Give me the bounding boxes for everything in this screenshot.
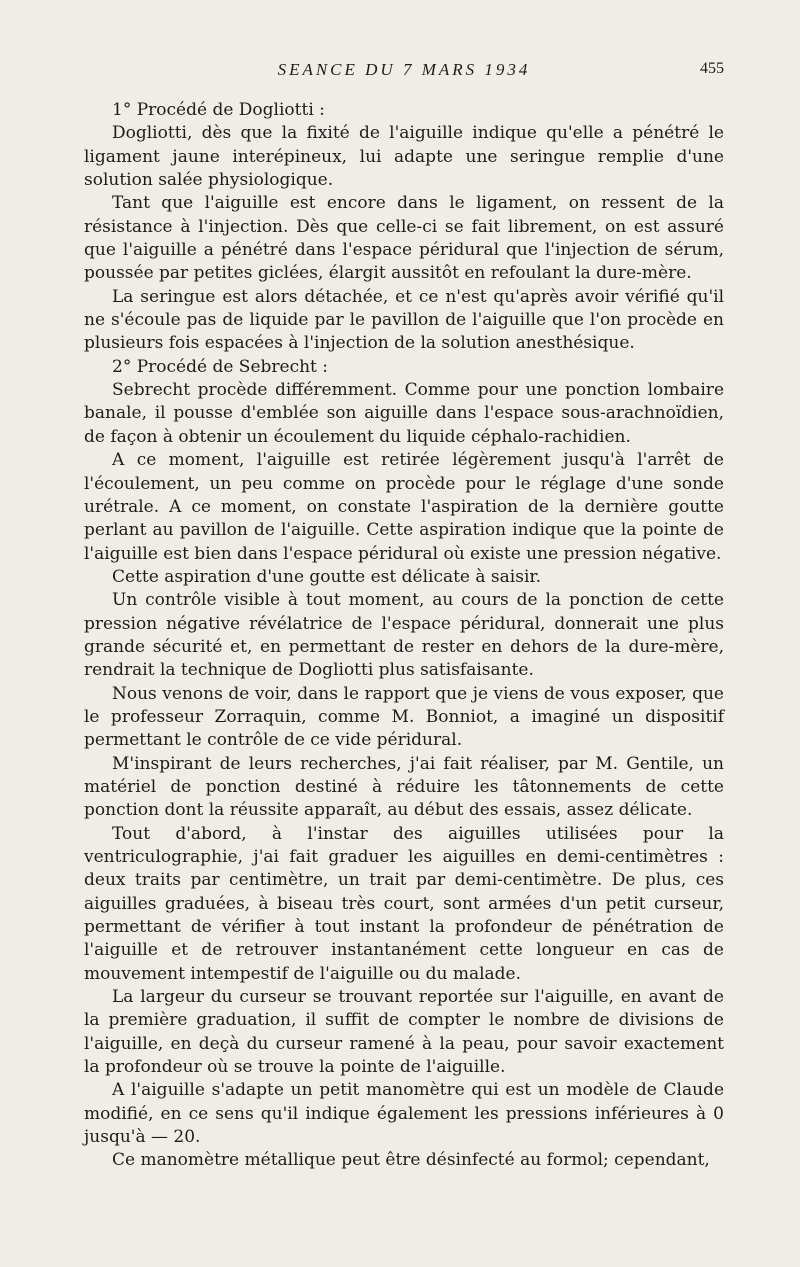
page-number: 455: [700, 60, 724, 77]
paragraph: Ce manomètre métallique peut être désinfecté au formol; cependant,: [112, 1150, 710, 1171]
running-title: SEANCE DU 7 MARS 1934: [277, 60, 531, 79]
paragraph: Cette aspiration d'une goutte est délicate à saisir.: [112, 566, 542, 587]
paragraph: A ce moment, l'aiguille est retirée légèrement jusqu'à l'arrêt de l'écoulement, un peu comme on procède pour le réglage d'une sonde urétrale. A ce moment, on constate l'aspiration de la dernière goutte perlant au pavillon de l'aiguille. Cette aspiration indique que la pointe de l'aiguille est bien dans l'espace péridural où existe une pression négative.: [84, 450, 724, 564]
paragraph: Nous venons de voir, dans le rapport que je viens de vous exposer, que le professeur Zorraquin, comme M. Bonniot, a imaginé un dispositif permettant le contrôle de ce vide péridural.: [84, 683, 724, 751]
paragraph: A l'aiguille s'adapte un petit manomètre qui est un modèle de Claude modifié, en ce sens qu'il indique également les pressions inférieures à 0 jusqu'à — 20.: [84, 1080, 724, 1148]
paragraph: Dogliotti, dès que la fixité de l'aiguille indique qu'elle a pénétré le ligament jaune interépineux, lui adapte une seringue remplie d'une solution salée physiologique.: [84, 123, 724, 191]
paragraph: La seringue est alors détachée, et ce n'est qu'après avoir vérifié qu'il ne s'écoule pas de liquide par le pavillon de l'aiguille que l'on procède en plusieurs fois espacées à l'injection de la solution anesthésique.: [84, 286, 724, 354]
paragraph: Tout d'abord, à l'instar des aiguilles utilisées pour la ventriculographie, j'ai fait graduer les aiguilles en demi-centimètres : deux traits par centimètre, un trait par demi-centimètre. De plus, ces aiguilles graduées, à biseau très court, sont armées d'un petit curseur, permettant de vérifier à tout instant la profondeur de pénétration de l'aiguille et de retrouver instantanément cette longueur en cas de mouvement intempestif de l'aiguille ou du malade.: [84, 823, 724, 984]
paragraph: M'inspirant de leurs recherches, j'ai fait réaliser, par M. Gentile, un matériel de ponction destiné à réduire les tâtonnements de cette ponction dont la réussite apparaît, au début des essais, assez délicate.: [84, 753, 724, 821]
paragraph: La largeur du curseur se trouvant reportée sur l'aiguille, en avant de la première graduation, il suffit de compter le nombre de divisions de l'aiguille, en deçà du curseur ramené à la peau, pour savoir exactement la profondeur où se trouve la pointe de l'aiguille.: [84, 987, 724, 1078]
paragraph: Sebrecht procède différemment. Comme pour une ponction lombaire banale, il pousse d'emblée son aiguille dans l'espace sous-arachnoïdien, de façon à obtenir un écoulement du liquide céphalo-rachidien.: [84, 380, 724, 447]
page-header: [84, 60, 724, 86]
body-text: [84, 99, 724, 1173]
paragraph: Un contrôle visible à tout moment, au cours de la ponction de cette pression négative révélatrice de l'espace péridural, donnerait une plus grande sécurité et, en permettant de rester en dehors de la dure-mère, rendrait la technique de Dogliotti plus satisfaisante.: [84, 590, 724, 681]
heading-procede-sebrecht: 2° Procédé de Sebrecht :: [112, 356, 329, 377]
heading-procede-dogliotti: 1° Procédé de Dogliotti :: [112, 100, 325, 120]
paragraph: Tant que l'aiguille est encore dans le ligament, on ressent de la résistance à l'injection. Dès que celle-ci se fait librement, on est assuré que l'aiguille a pénétré dans l'espace péridural que l'injection de sérum, poussée par petites giclées, élargit aussitôt en refoulant la dure-mère.: [84, 193, 724, 284]
